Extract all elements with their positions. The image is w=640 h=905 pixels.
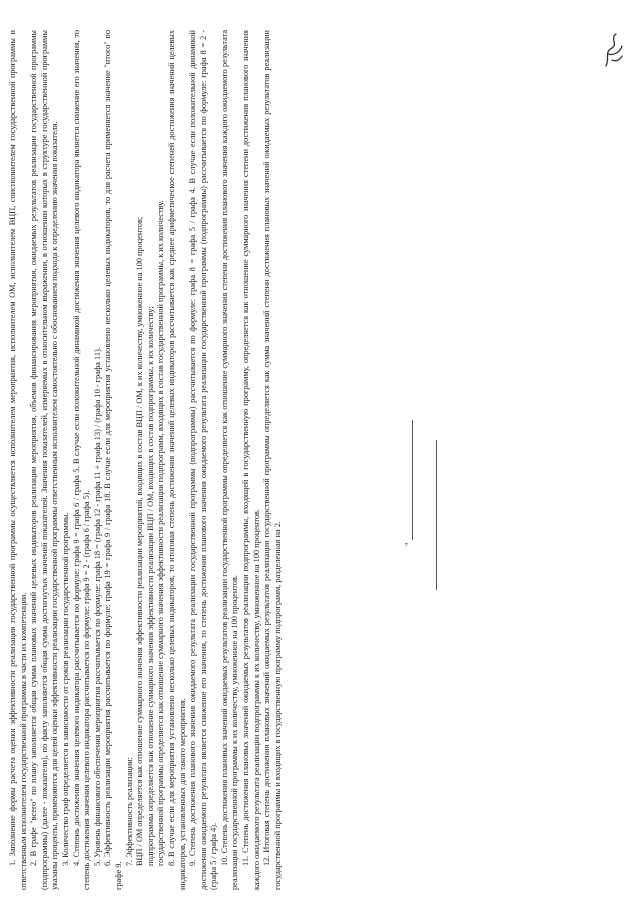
paragraph-5: 5. Уровень финансового обеспечения мероприятия рассчитывается по формуле: графа 18 = (графа 12 - графа 11 + графа 13) / (графа 10 - графа 11).: [92, 347, 102, 866]
paragraph-8: 8. В случае если для мероприятия установлено несколько целевых индикаторов, то итоговая степень достижения значений целевых индикаторов рассчитывается как среднее арифметическое степеней достижения значений целевых индикаторов, установленных для такого мероприятия.: [166, 30, 187, 890]
rotated-text-block: [8, 30, 414, 890]
signature-line-bottom: [436, 440, 437, 590]
signature-quote-mark: ": [404, 542, 414, 546]
paragraph-12: 12. Итоговая степень достижения плановых значений ожидаемых результатов реализации государственной программы определяется как сумма значений степени достижения плановых значений ожидаемых результатов реализации государственной программы и входящих в государственную программу подпрограмм, разделенная на 2.: [262, 30, 282, 890]
paragraph-4: 4. Степень достижения значения целевого индикатора рассчитывается по формуле: графа 9 = графа 6 / графа 5. В случае если положительной динамикой достижения значения целевого индикатора является снижение его значения, то степень достижения значения целевого индикатора рассчитывается по формуле: графа 9 = 2 - (графа 6 / графа 5).: [71, 30, 92, 890]
paragraph-1: 1. Заполнение формы расчета оценки эффективности реализации государственной программы осуществляется исполнителем мероприятия, исполнителем ОМ, исполнителем ВЦП, соисполнителем государственной программы и ответственным исполнителем государственной программы в части их компетенции.: [8, 30, 28, 890]
paragraph-3: 3. Количество граф определяется в зависимости от сроков реализации государственной программы.: [60, 512, 70, 866]
paragraph-7a: ВЦП / ОМ определяется как отношение суммарного значения эффективности реализации мероприятий, входящих в состав ВЦП / ОМ, к их количеству, умноженное на 100 процентов;: [135, 216, 145, 866]
paragraph-10: 10. Степень достижения плановых значений ожидаемых результатов реализации государственной программы определяется как отношение суммарного значения степени достижения планового значения каждого ожидаемого результата реализации государственной программы к их количеству, умноженное на 100 процентов.: [219, 30, 240, 890]
paragraph-7: 7. Эффективность реализации:: [124, 757, 134, 866]
paragraph-11: 11. Степень достижения плановых значений ожидаемых результатов реализации подпрограммы, входящей в государственную программу, определяется как отношение суммарного значения степени достижения планового значения каждого ожидаемого результата реализации подпрограммы к их количеству, умноженное на 100 процентов.: [241, 30, 261, 890]
paragraph-9: 9. Степень достижения планового значения ожидаемого результата реализации государственной программы (подпрограммы) рассчитывается по формуле: графа 8 = графа 5 / графа 4. В случае если положительной динамикой достижения ожидаемого результата является снижение его значения, то степень достижения планового значения ожидаемого результата реализации государственной программы (подпрограммы) рассчитывается по формуле: графа 8 = 2 - (графа 5 / графа 4).: [188, 30, 219, 890]
handwritten-initials: [600, 30, 626, 70]
signature-lines: [406, 390, 466, 590]
paragraph-2: 2. В графе "всего" по плану заполняется общая сумма плановых значений целевых индикаторов реализации мероприятия, объемов финансирования мероприятия, ожидаемых результатов реализации государственной программы (подпрограммы) (далее - показатели), по факту заполняется общая сумма достигнутых значений показателей. Значения показателей, измеряемых в относительном выражении, в отношении которых в структуре государственной программы указаны проценты, применяются для целей оценки эффективности реализации государственной программы ответственным исполнителем самостоятельно с обоснованием подхода к определению значения показателя.: [29, 30, 60, 890]
paragraph-7b: подпрограммы определяется как отношение суммарного значения эффективности реализации ВЦП / ОМ, входящих в состав подпрограммы, к их количеству;: [145, 306, 155, 866]
paragraph-7c: государственной программы определяется как отношение суммарного значения эффективности реализации подпрограмм, входящих в состав государственной программы, к их количеству.: [156, 200, 166, 866]
signature-line-top: [412, 420, 413, 540]
paragraph-6: 6. Эффективность реализации мероприятия рассчитывается по формуле: графа 19 = графа 9 / графа 18. В случае если для мероприятия установлено несколько целевых индикаторов, то для расчета применяется значение "итого" по графе 9.: [103, 30, 123, 890]
